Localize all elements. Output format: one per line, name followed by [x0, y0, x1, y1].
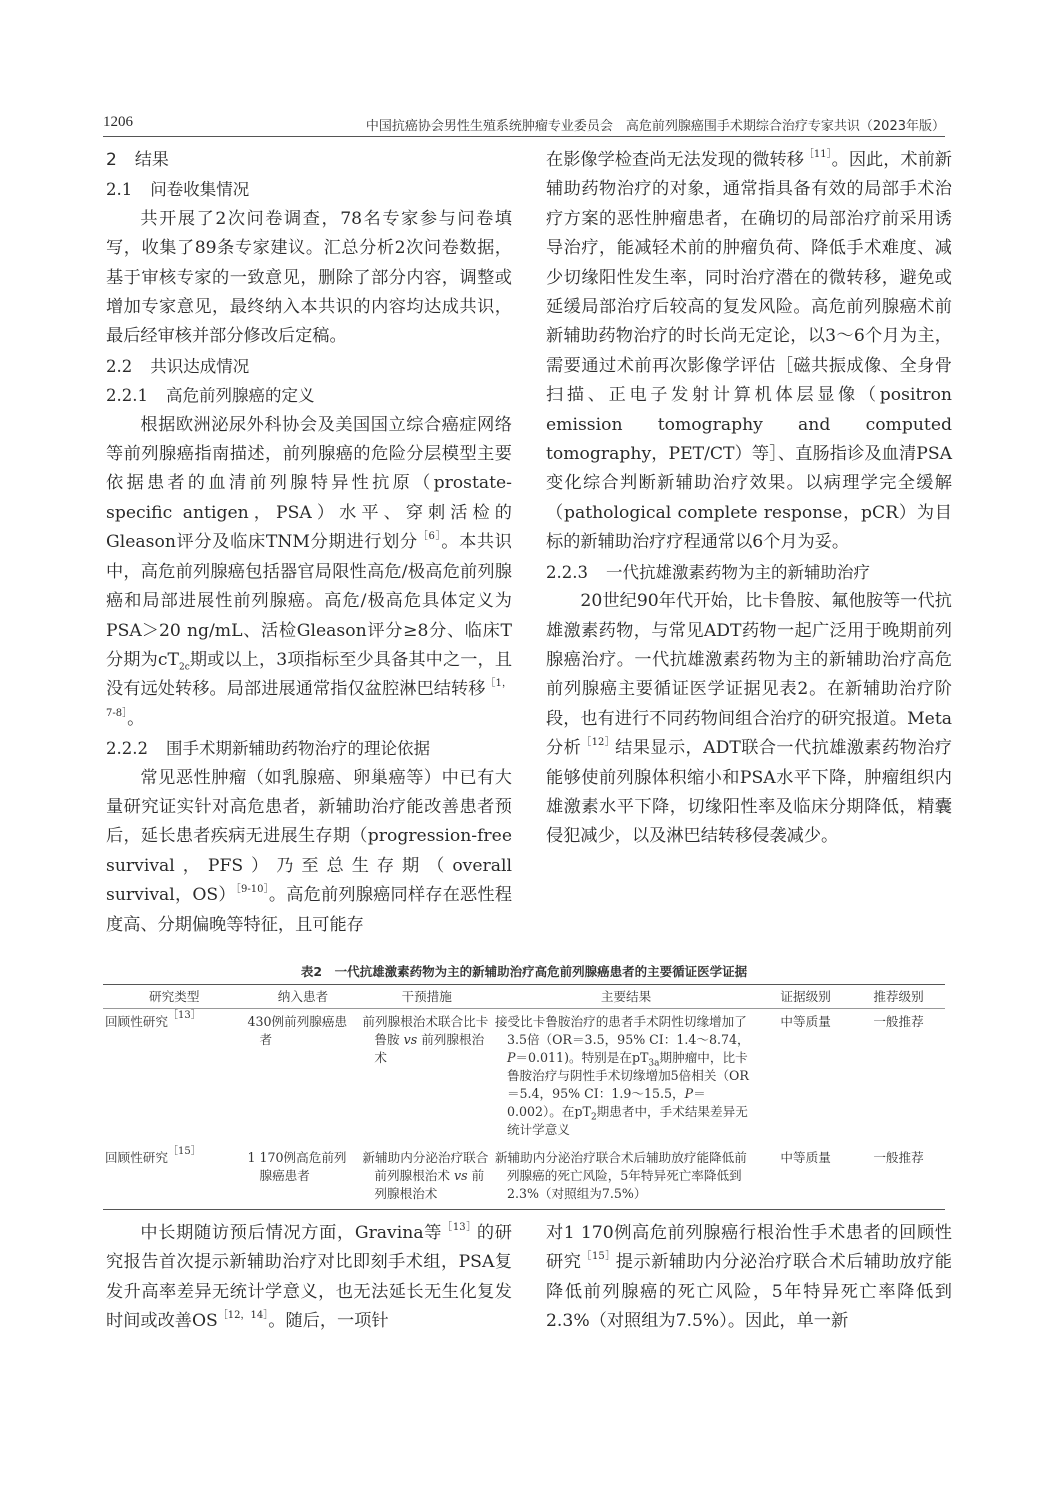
paragraph: 根据欧洲泌尿外科协会及美国国立综合癌症网络等前列腺癌指南描述，前列腺癌的危险分层模型主要依据患者的血清前列腺特异性抗原（prostate-specific antigen，PSA）水平、穿刺活检的Gleason评分及临床TNM分期进行划分$^{[6]}$。本共识中，高危前列腺癌包括器官局限性高危/极高危前列腺癌和局部进展性前列腺癌。高危/极高危具体定义为PSA＞20 ng/mL、活检Gleason评分≥8分、临床T分期为$cT_{2c}$期或以上，3项指标至少具备其中之一，且没有远处转移。局部进展通常指仅盆腔淋巴结转移$^{[1,7-8]}$。	[106, 414, 513, 729]
paragraph: 在影像学检查尚无法发现的微转移$^{[11]}$。因此，术前新辅助药物治疗的对象，通常指具备有效的局部手术治疗方案的恶性肿瘤患者，在确切的局部治疗前采用诱导治疗，能减轻术前的肿瘤负荷、降低手术难度、减少切缘阳性发生率，同时治疗潜在的微转移，避免或延缓局部治疗后较高的复发风险。高危前列腺癌术前新辅助药物治疗的时长尚无定论，以3～6个月为主，需要通过术前再次影像学评估［磁共振成像、全身骨扫描、正电子发射计算机体层显像（positron emission tomography and computed tomography，PET/CT）等］、直肠指诊及血清PSA变化综合判断新辅助治疗效果。以病理学完全缓解（pathological complete response，pCR）为目标的新辅助治疗疗程通常以6个月为妥。	[546, 149, 952, 553]
cell-study-type: 回顾性研究$^{[15]}$	[105, 1146, 201, 1165]
section-heading-2-2-2: 2.2.2 围手术期新辅助药物治疗的理论依据	[106, 739, 430, 759]
citation: ［13］	[442, 1222, 477, 1233]
citation: ［15］	[581, 1251, 616, 1263]
bottom-left-column	[106, 1219, 512, 1337]
column-header: 主要结果	[493, 985, 759, 1009]
citation: ［6］	[417, 531, 442, 543]
cell-evidence-level: 中等质量	[780, 1014, 831, 1029]
section-heading-2-2: 2.2 共识达成情况	[106, 356, 250, 376]
citation: ［11］	[803, 149, 832, 160]
running-header	[103, 112, 945, 137]
citation: ［1，7-8］	[106, 678, 512, 719]
cell-recommendation: 一般推荐	[873, 1150, 924, 1165]
citation: ［9-10］	[235, 884, 269, 896]
table-row	[103, 1145, 945, 1210]
section-heading-2-1: 2.1 问卷收集情况	[106, 180, 250, 200]
column-header: 推荐级别	[852, 985, 945, 1009]
column-header: 研究类型	[103, 985, 245, 1009]
citation: ［12］	[581, 737, 616, 749]
cell-intervention: 新辅助内分泌治疗联合前列腺根治术 vs 前列腺根治术	[362, 1150, 489, 1201]
column-header: 纳入患者	[245, 985, 360, 1009]
cell-recommendation: 一般推荐	[873, 1014, 924, 1029]
paragraph: 共开展了2次问卷调查，78名专家参与问卷填写，收集了89条专家建议。汇总分析2次问卷数据，基于审核专家的一致意见，删除了部分内容，调整或增加专家意见，最终纳入本共识的内容均达成共识，最后经审核并部分修改后定稿。	[106, 208, 512, 347]
table-row	[103, 1009, 945, 1146]
evidence-table	[103, 984, 945, 1210]
cell-main-result: 接受比卡鲁胺治疗的患者手术阴性切缘增加了3.5倍（OR＝3.5，95% CI：1.4～8.74，P＝0.011)。特别是在$pT_{3a}$期肿瘤中，比卡鲁胺治疗与阴性手术切缘增加5倍相关（OR＝5.4，95% CI：1.9～15.5，P＝0.002）。在$pT_2$期患者中，手术结果差异无统计学意义	[494, 1014, 750, 1137]
left-column	[106, 146, 512, 940]
cell-study-type: 回顾性研究$^{[13]}$	[105, 1010, 201, 1029]
bottom-right-column	[546, 1219, 952, 1337]
cell-patients: 430例前列腺癌患者	[247, 1014, 348, 1047]
page-number: 1206	[103, 114, 133, 130]
section-heading-2-2-3: 2.2.3 一代抗雄激素药物为主的新辅助治疗	[546, 562, 870, 582]
cell-patients: 1 170例高危前列腺癌患者	[247, 1150, 347, 1183]
cell-main-result: 新辅助内分泌治疗联合术后辅助放疗能降低前列腺癌的死亡风险，5年特异死亡率降低到2.3%（对照组为7.5%）	[494, 1150, 747, 1201]
cell-evidence-level: 中等质量	[780, 1150, 831, 1165]
journal-title: 中国抗癌协会男性生殖系统肿瘤专业委员会 高危前列腺癌围手术期综合治疗专家共识（2023年版）	[365, 119, 945, 134]
cell-intervention: 前列腺根治术联合比卡鲁胺 vs 前列腺根治术	[362, 1014, 489, 1065]
section-heading-2: 2 结果	[106, 150, 169, 170]
table-caption: 表2 一代抗雄激素药物为主的新辅助治疗高危前列腺癌患者的主要循证医学证据	[300, 964, 748, 979]
right-column	[546, 146, 952, 852]
paragraph: 对1 170例高危前列腺癌行根治性手术患者的回顾性研究$^{[15]}$提示新辅助内分泌治疗联合术后辅助放疗能降低前列腺癌的死亡风险，5年特异死亡率降低到2.3%（对照组为7.5%）。因此，单一新	[546, 1223, 952, 1332]
column-header: 证据级别	[759, 985, 852, 1009]
column-header: 干预措施	[360, 985, 493, 1009]
paragraph: 20世纪90年代开始，比卡鲁胺、氟他胺等一代抗雄激素药物，与常见ADT药物一起广泛用于晚期前列腺癌治疗。一代抗雄激素药物为主的新辅助治疗高危前列腺癌主要循证医学证据见表2。在新辅助治疗阶段，也有进行不同药物间组合治疗的研究报道。Meta分析$^{[12]}$结果显示，ADT联合一代抗雄激素药物治疗能够使前列腺体积缩小和PSA水平下降，肿瘤组织内雄激素水平下降，切缘阳性率及临床分期降低，精囊侵犯减少，以及淋巴结转移侵袭减少。	[546, 591, 952, 847]
table-header-row	[103, 985, 945, 1009]
paragraph: 常见恶性肿瘤（如乳腺癌、卵巢癌等）中已有大量研究证实针对高危患者，新辅助治疗能改善患者预后，延长患者疾病无进展生存期（progression-free survival，PFS）乃至总生存期（overall survival，OS）$^{[9-10]}$。高危前列腺癌同样存在恶性程度高、分期偏晚等特征，且可能存	[106, 767, 513, 935]
paragraph: 中长期随访预后情况方面，Gravina等$^{[13]}$的研究报告首次提示新辅助治疗对比即刻手术组，PSA复发升高率差异无统计学意义，也无法延长无生化复发时间或改善$OS^{[12,14]}$。随后，一项针	[106, 1222, 512, 1332]
section-heading-2-2-1: 2.2.1 高危前列腺癌的定义	[106, 386, 315, 406]
citation: ［12，14］	[217, 1310, 269, 1322]
